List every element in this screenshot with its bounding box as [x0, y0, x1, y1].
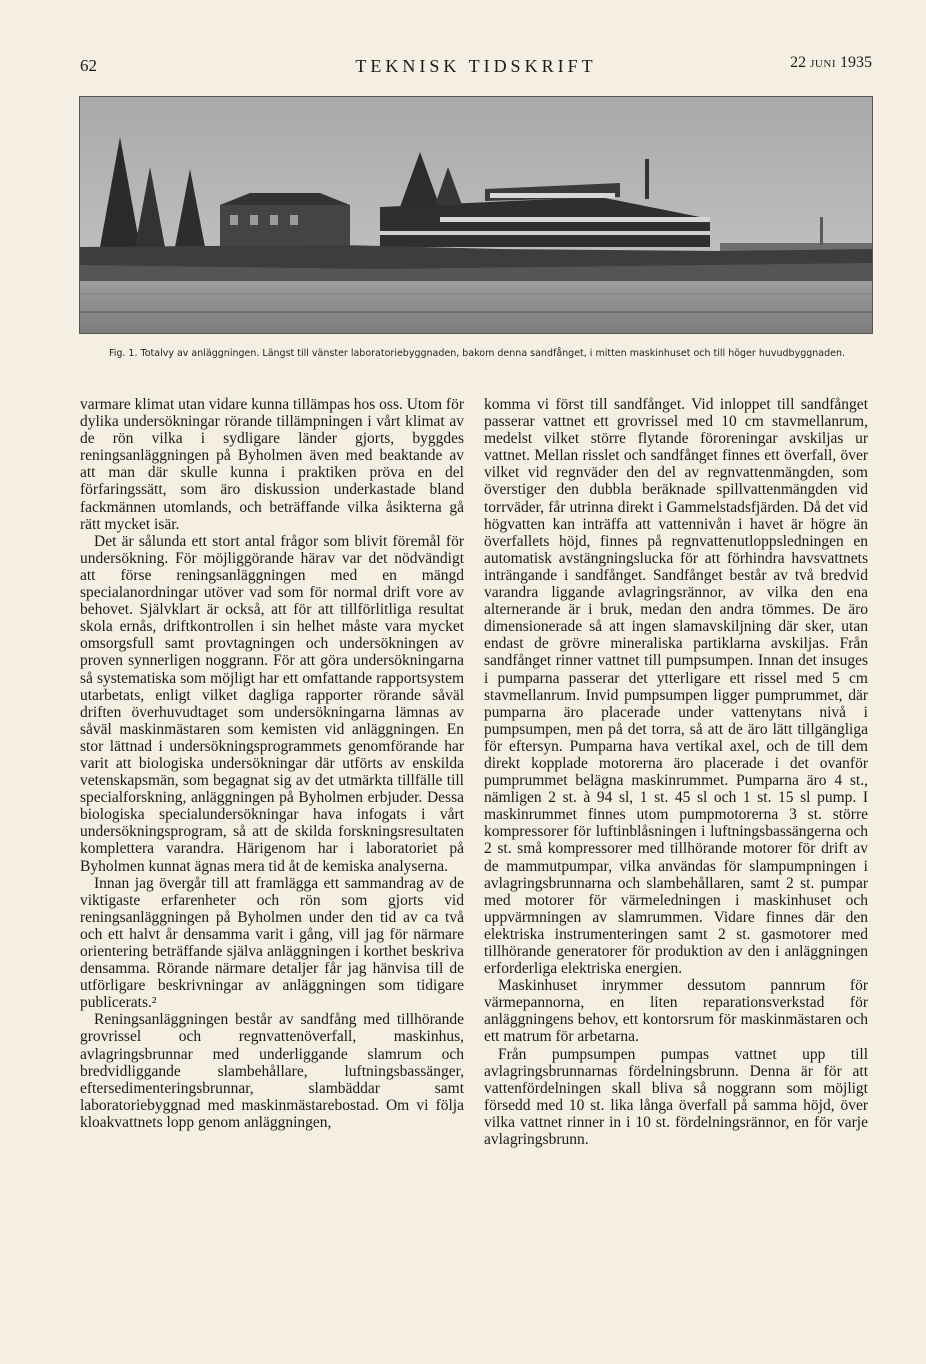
figure-photo [79, 96, 873, 334]
paragraph: Det är sålunda ett stort antal frågor som blivit föremål för undersökning. För möjliggörande härav var det nödvändigt att förse reningsanläggningen med en mängd specialanordningar utöver vad som för normal drift vore av behovet. Självklart är också, att för att tillförlitliga resultat skola ernås, driftkontrollen i sin helhet måste vara mycket omsorgsfull samt provtagningen och undersökningen av proven synnerligen noggrann. För att göra undersökningarna så systematiska som möjligt har ett omfattande rapportsystem utarbetats, enligt vilket dagliga rapporter rörande såväl driften överhuvudtaget som undersökningarna lämnas av såväl maskinmästaren som kemisten vid anläggningen. En stor lättnad i undersökningsprogrammets genomförande har varit att biologiska undersökningar där utförts av enskilda vetenskapsmän, som begagnat sig av det utmärkta tillfälle till specialforskning, anläggningen på Byholmen erbjuder. Dessa biologiska specialundersökningar hava infogats i vårt undersökningsprogram, så att de skilda forskningsresultaten komplettera varandra. Härigenom har i laboratoriet på Byholmen kunnat ägnas mera tid åt de kemiska analyserna. [80, 532, 464, 875]
plant-photo-illustration [80, 97, 872, 333]
page-header [80, 56, 872, 80]
journal-title: TEKNISK TIDSKRIFT [355, 56, 597, 76]
paragraph: Innan jag övergår till att framlägga ett sammandrag av de viktigaste erfarenheter och rön som gjorts vid reningsanläggningen på Byholmen under den tid av ca två och ett halvt år densamma varit i gång, vill jag för närmare orientering beträffande själva anläggningen i korthet beskriva densamma. Rörande närmare detaljer får jag hänvisa till de utförligare beskrivningar av anläggningen som tidigare publicerats.² [80, 874, 464, 1012]
date-day: 22 [790, 54, 807, 71]
paragraph: Maskinhuset inrymmer dessutom pannrum för värmepannorna, en liten reparationsverkstad för anläggningens behov, ett kontorsrum för maskinmästaren och ett matrum för arbetarna. [484, 977, 868, 1046]
date-month: JUNI [810, 58, 836, 70]
right-column [484, 396, 868, 1148]
paragraph: Reningsanläggningen består av sandfång med tillhörande grovrissel och regnvattenöverfall, maskinhus, avlagringsbrunnar med underliggande slamrum och bredvidliggande slambehållare, luftningsbassänger, eftersedimenteringsbrunnar, slambäddar samt laboratoriebyggnad med maskinmästarebostad. Om vi följa kloakvattnets lopp genom anläggningen, [80, 1011, 464, 1131]
paragraph: Från pumpsumpen pumpas vattnet upp till avlagringsbrunnarnas fördelningsbrunn. Denna är för att vattenfördelningen skall bliva så noggrann som möjligt försedd med 10 st. lika långa överfall på samma höjd, över vilka vattnet rinner in i 10 st. fördelningsrännor, en för varje avlagringsbrunn. [484, 1045, 868, 1149]
page-number: 62 [80, 56, 97, 75]
figure-caption: Fig. 1. Totalvy av anläggningen. Längst till vänster laboratoriebyggnaden, bakom denna sandfånget, i mitten maskinhuset och till höger huvudbyggnaden. [108, 348, 846, 359]
issue-date [790, 54, 872, 72]
date-year: 1935 [840, 54, 872, 71]
paragraph: varmare klimat utan vidare kunna tillämpas hos oss. Utom för dylika undersökningar rörande tillämpningen i vårt klimat av de rön vilka i sydligare länder gjorts, byggdes reningsanläggningen på Byholmen även med beaktande av att man där skulle kunna i praktiken pröva en del förfaringssätt, som äro diskussion underkastade bland fackmännen utomlands, och beträffande vilka åsikterna gå rätt mycket isär. [80, 396, 464, 533]
left-column [80, 396, 464, 1131]
paragraph: komma vi först till sandfånget. Vid inloppet till sandfånget passerar vattnet ett grovrissel med 10 cm stavmellanrum, medelst vilket större flytande föroreningar avskiljas ur vattnet. Mellan risslet och sandfånget finnes ett överfall, över vilket vid regnväder den del av regnvattenmängden, som överstiger den dubbla beräknade spillvattenmängden vid torrväder, får utrinna direkt i Gammelstadsfjärden. Då det vid högvatten kan inträffa att vattennivån i havet är högre än överfallets höjd, finnes på regnvattenutloppsledningen en automatisk avstängningslucka för att förhindra havsvattnets inträngande i sandfånget. Sandfånget består av två bredvid varandra liggande avlagringsrännor, av vilka den ena alternerande är i bruk, medan den andra tömmes. De äro dimensionerade så att ingen slamavskiljning där sker, utan endast de grövre mineraliska partiklarna avskiljas. Från sandfånget rinner vattnet till pumpsumpen. Innan det insuges i pumparna passerar det ytterligare ett rissel med 5 cm stavmellanrum. Invid pumpsumpen ligger pumprummet, där pumparna äro placerade under vattenytans nivå i pumpsumpen, men på det torra, så att de äro lätt tillgängliga för eftersyn. Pumparna hava vertikal axel, och de till dem direkt kopplade motorerna äro placerade i det ovanför pumprummet belägna maskinrummet. Pumparna äro 4 st., nämligen 2 st. à 94 sl, 1 st. 45 sl och 1 st. 15 sl pump. I maskinrummet finnes utom pumpmotorerna 3 st. större kompressorer för luftinblåsningen i luftningsbassängerna och 2 st. små kompressorer med tillhörande motorer för drift av de mammutpumpar, vilka användas för slampumpningen i avlagringsbrunnarna och slambehållaren, samt 2 st. pumpar med motorer för värmeledningen i maskinhuset och uppvärmningen av slamrummen. Vidare finnes där den elektriska instrumenteringen samt 2 st. gasmotorer med tillhörande generatorer för produktion av den i anläggningen erforderliga elektriska energien. [484, 396, 868, 978]
